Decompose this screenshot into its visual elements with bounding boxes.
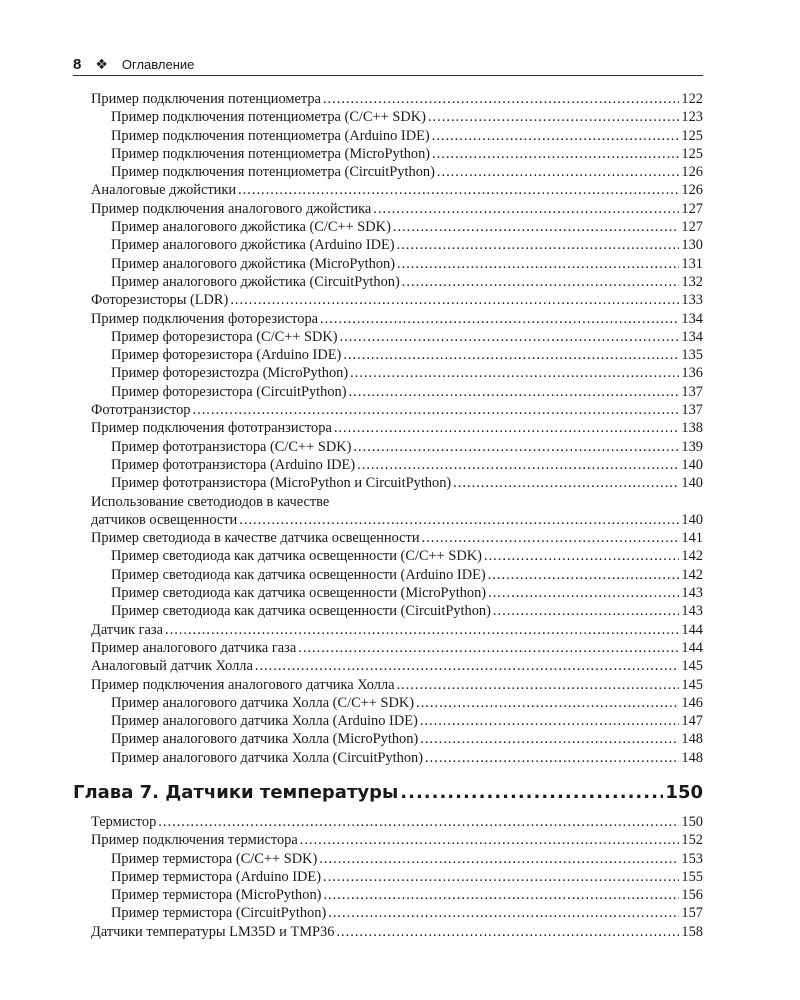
toc-entry-title: Пример подключения потенциометра (Arduino IDE) [111,127,430,144]
toc-entry[interactable] [73,566,703,584]
toc-entry-page: 153 [681,850,703,867]
dot-leader [357,456,679,474]
dot-leader [428,108,679,126]
dot-leader [432,127,680,145]
toc-entry-page: 123 [681,109,703,126]
toc-entry-title: Пример фототранзистора (C/C++ SDK) [111,438,352,455]
toc-entry-page: 143 [681,603,703,620]
toc-entry-page: 126 [681,182,703,199]
toc-entry-page: 138 [681,420,703,437]
toc-entry[interactable] [73,401,703,419]
toc-entry-page: 143 [681,585,703,602]
toc-entry-page: 137 [681,402,703,419]
toc-entry-title: Пример подключения потенциометра (CircuitPython) [111,164,435,181]
toc-entry-page: 127 [681,200,703,217]
toc-entry[interactable] [73,474,703,492]
toc-entry[interactable] [73,163,703,181]
dot-leader [239,511,679,529]
toc-entry[interactable] [73,730,703,748]
dot-leader [255,657,680,675]
toc-entry-title: Термистор [91,813,157,830]
dot-leader [453,474,679,492]
toc-entry-title: Пример светодиода как датчика освещенности (MicroPython) [111,585,487,602]
dot-leader [323,868,679,886]
toc-entry[interactable] [73,749,703,767]
toc-entry-title: Пример фоторезистоzpa (MicroPython) [111,365,349,382]
toc-entry-title: Пример подключения потенциометра [91,91,321,107]
toc-entry-page: 152 [681,832,703,849]
toc-entry-page: 141 [681,530,703,547]
toc-entry-title: Пример подключения потенциометра (MicroPython) [111,145,431,162]
dot-leader [323,886,679,904]
toc-entry-page: 131 [681,255,703,272]
toc-entry-page: 125 [681,145,703,162]
toc-entry-title: Пример аналогового датчика Холла (CircuitPython) [111,749,424,766]
toc-entry-title: Пример аналогового датчика Холла (MicroPython) [111,731,419,748]
dot-leader [300,831,680,849]
dot-leader [416,694,679,712]
toc-entry-title: Датчик газа [91,621,164,638]
toc-entry[interactable] [73,694,703,712]
toc-entry[interactable] [73,328,703,346]
chapter-heading[interactable] [73,781,703,805]
toc-entry-title-line1[interactable]: Использование светодиодов в качестве [91,493,330,510]
toc-entry[interactable] [73,364,703,382]
toc-entry-page: 135 [681,347,703,364]
toc-entry[interactable] [73,181,703,199]
toc-entry[interactable] [73,127,703,145]
toc-entry[interactable] [73,529,703,547]
dot-leader [488,584,679,602]
toc-entry-title: Пример аналогового джойстика (CircuitPython) [111,273,400,290]
dot-leader [165,621,679,639]
toc-entry-title: Пример термистора (C/C++ SDK) [111,850,318,867]
toc-entry[interactable] [73,602,703,620]
dot-leader [425,749,679,767]
toc-entry-page: 147 [681,713,703,730]
dot-leader [402,273,680,291]
dot-leader [422,529,680,547]
dot-leader [350,364,679,382]
toc-entry-page: 137 [681,383,703,400]
dot-leader [420,730,679,748]
toc-entry[interactable] [73,511,703,529]
page-number: 8 [73,55,82,73]
toc-entry-page: 134 [681,328,703,345]
toc-entry[interactable] [73,904,703,922]
toc-entry-page: 136 [681,365,703,382]
toc-entry[interactable] [73,291,703,309]
toc-entry-title-line2: датчиков освещенности [91,511,238,528]
toc-entry-title: Пример аналогового джойстика (Arduino IDE) [111,237,395,254]
toc-entry-title: Пример аналогового джойстика (MicroPython) [111,255,395,272]
dot-leader [334,419,680,437]
toc-entry-page: 142 [681,566,703,583]
toc-entry-page: 146 [681,694,703,711]
dot-leader [420,712,680,730]
toc-entry-page: 145 [681,676,703,693]
toc-entry[interactable] [73,547,703,565]
toc-entry-title: Пример фототранзистора (MicroPython и CircuitPython) [111,475,452,492]
toc-entry-title: Пример фоторезистора (CircuitPython) [111,383,347,400]
toc-entry-title: Пример подключения фоторезистора [91,310,319,327]
ornament-icon: ❖ [95,55,108,72]
toc-entry-page: 134 [681,310,703,327]
toc-entry-page: 140 [681,456,703,473]
dot-leader [397,676,680,694]
toc-entry-page: 125 [681,127,703,144]
toc-entry-title: Пример подключения аналогового джойстика [91,200,372,217]
dot-leader [353,438,679,456]
toc-entry[interactable] [73,438,703,456]
toc-entry[interactable] [73,90,703,108]
toc-entry[interactable] [73,273,703,291]
chapter-title: Глава 7. Датчики температуры [73,781,399,803]
dot-leader [432,145,679,163]
toc-entry-title: Пример фоторезистора (C/C++ SDK) [111,328,338,345]
dot-leader [397,236,680,254]
toc-entry-title: Пример аналогового джойстика (C/C++ SDK) [111,219,391,236]
dot-leader [328,904,679,922]
dot-leader [343,346,679,364]
toc-entry-title: Пример фоторезистора (Arduino IDE) [111,347,342,364]
toc-entry[interactable] [73,236,703,254]
dot-leader [320,310,679,328]
dot-leader [238,181,679,199]
toc-entry[interactable] [73,383,703,401]
toc-entry-page: 150 [681,813,703,830]
dot-leader [488,566,680,584]
toc-entry-title: Пример подключения фототранзистора [91,420,332,437]
toc-entry-page: 155 [681,868,703,885]
dot-leader [340,328,680,346]
toc-entry[interactable] [73,255,703,273]
toc-entry-page: 139 [681,438,703,455]
dot-leader [437,163,680,181]
toc-entry-page: 140 [681,511,703,528]
toc-entry[interactable] [73,218,703,236]
toc-entry-title: Пример термистора (Arduino IDE) [111,868,322,885]
toc-entry-page: 144 [681,621,703,638]
toc-entry-title: Фоторезисторы (LDR) [91,292,229,309]
dot-leader [298,639,679,657]
dot-leader [484,547,679,565]
toc-entry-page: 122 [681,91,703,107]
toc-entry[interactable] [73,850,703,868]
chapter-page: 150 [665,781,703,803]
dot-leader [493,602,680,620]
toc-entry-title: Пример фототранзистора (Arduino IDE) [111,456,356,473]
toc-entry[interactable] [73,813,703,831]
dot-leader [158,813,679,831]
toc-entry-page: 144 [681,639,703,656]
toc-entry-page: 127 [681,219,703,236]
toc-entry[interactable] [73,831,703,849]
toc-entry-title: Пример аналогового датчика Холла (C/C++ SDK) [111,694,415,711]
toc-entry[interactable] [73,310,703,328]
toc-entry-page: 142 [681,548,703,565]
toc-entry-title: Датчики температуры LM35D и TMP36 [91,923,335,940]
toc-entry-page: 148 [681,731,703,748]
toc-entry[interactable] [73,657,703,675]
dot-leader [393,218,680,236]
toc-entry[interactable] [73,886,703,904]
toc-entry[interactable] [73,419,703,437]
toc-entry-page: 148 [681,749,703,766]
dot-leader [349,383,680,401]
toc-entry-title: Пример термистора (CircuitPython) [111,905,327,922]
toc-entry-title: Пример термистора (MicroPython) [111,887,322,904]
toc-entry-title: Пример светодиода как датчика освещенности (CircuitPython) [111,603,491,620]
toc-entry-title: Фототранзистор [91,402,191,419]
dot-leader [319,850,679,868]
toc-entry-page: 126 [681,164,703,181]
toc-entry-page: 133 [681,292,703,309]
dot-leader [193,401,680,419]
toc-entry-title: Пример подключения потенциометра (C/C++ SDK) [111,109,426,126]
toc-entry[interactable] [73,712,703,730]
dot-leader [397,255,679,273]
toc-entry[interactable] [73,584,703,602]
toc-entry-title: Пример аналогового датчика газа [91,639,297,656]
toc-entry-title: Пример светодиода как датчика освещенности (C/C++ SDK) [111,548,482,565]
toc-entry-page: 130 [681,237,703,254]
toc-entry-page: 156 [681,887,703,904]
dot-leader [336,923,679,941]
toc-entry-title: Аналоговый датчик Холла [91,658,253,675]
toc-entry-page: 145 [681,658,703,675]
toc-entry-title: Аналоговые джойстики [91,182,237,199]
dot-leader [400,781,663,805]
section-title: Оглавление [121,56,195,72]
toc-entry-title: Пример аналогового датчика Холла (Arduino IDE) [111,713,418,730]
toc-entry[interactable] [73,868,703,886]
toc-entry[interactable] [73,639,703,657]
toc-entry[interactable] [73,108,703,126]
toc-entry-title: Пример подключения термистора [91,832,298,849]
toc-entry[interactable] [73,456,703,474]
table-of-contents [73,90,703,941]
running-head [73,53,703,76]
toc-entry-page: 140 [681,475,703,492]
dot-leader [230,291,679,309]
dot-leader [323,90,679,108]
toc-entry[interactable] [73,923,703,941]
toc-entry-page: 157 [681,905,703,922]
toc-entry[interactable] [73,621,703,639]
toc-entry[interactable] [73,346,703,364]
toc-entry-page: 132 [681,273,703,290]
toc-entry[interactable] [73,145,703,163]
dot-leader [373,200,679,218]
toc-entry-title: Пример светодиода в качестве датчика освещенности [91,530,420,547]
toc-entry-title: Пример подключения аналогового датчика Холла [91,676,395,693]
toc-entry[interactable] [73,200,703,218]
toc-entry-page: 158 [681,923,703,940]
toc-entry-title: Пример светодиода как датчика освещенности (Arduino IDE) [111,566,486,583]
toc-entry[interactable] [73,676,703,694]
